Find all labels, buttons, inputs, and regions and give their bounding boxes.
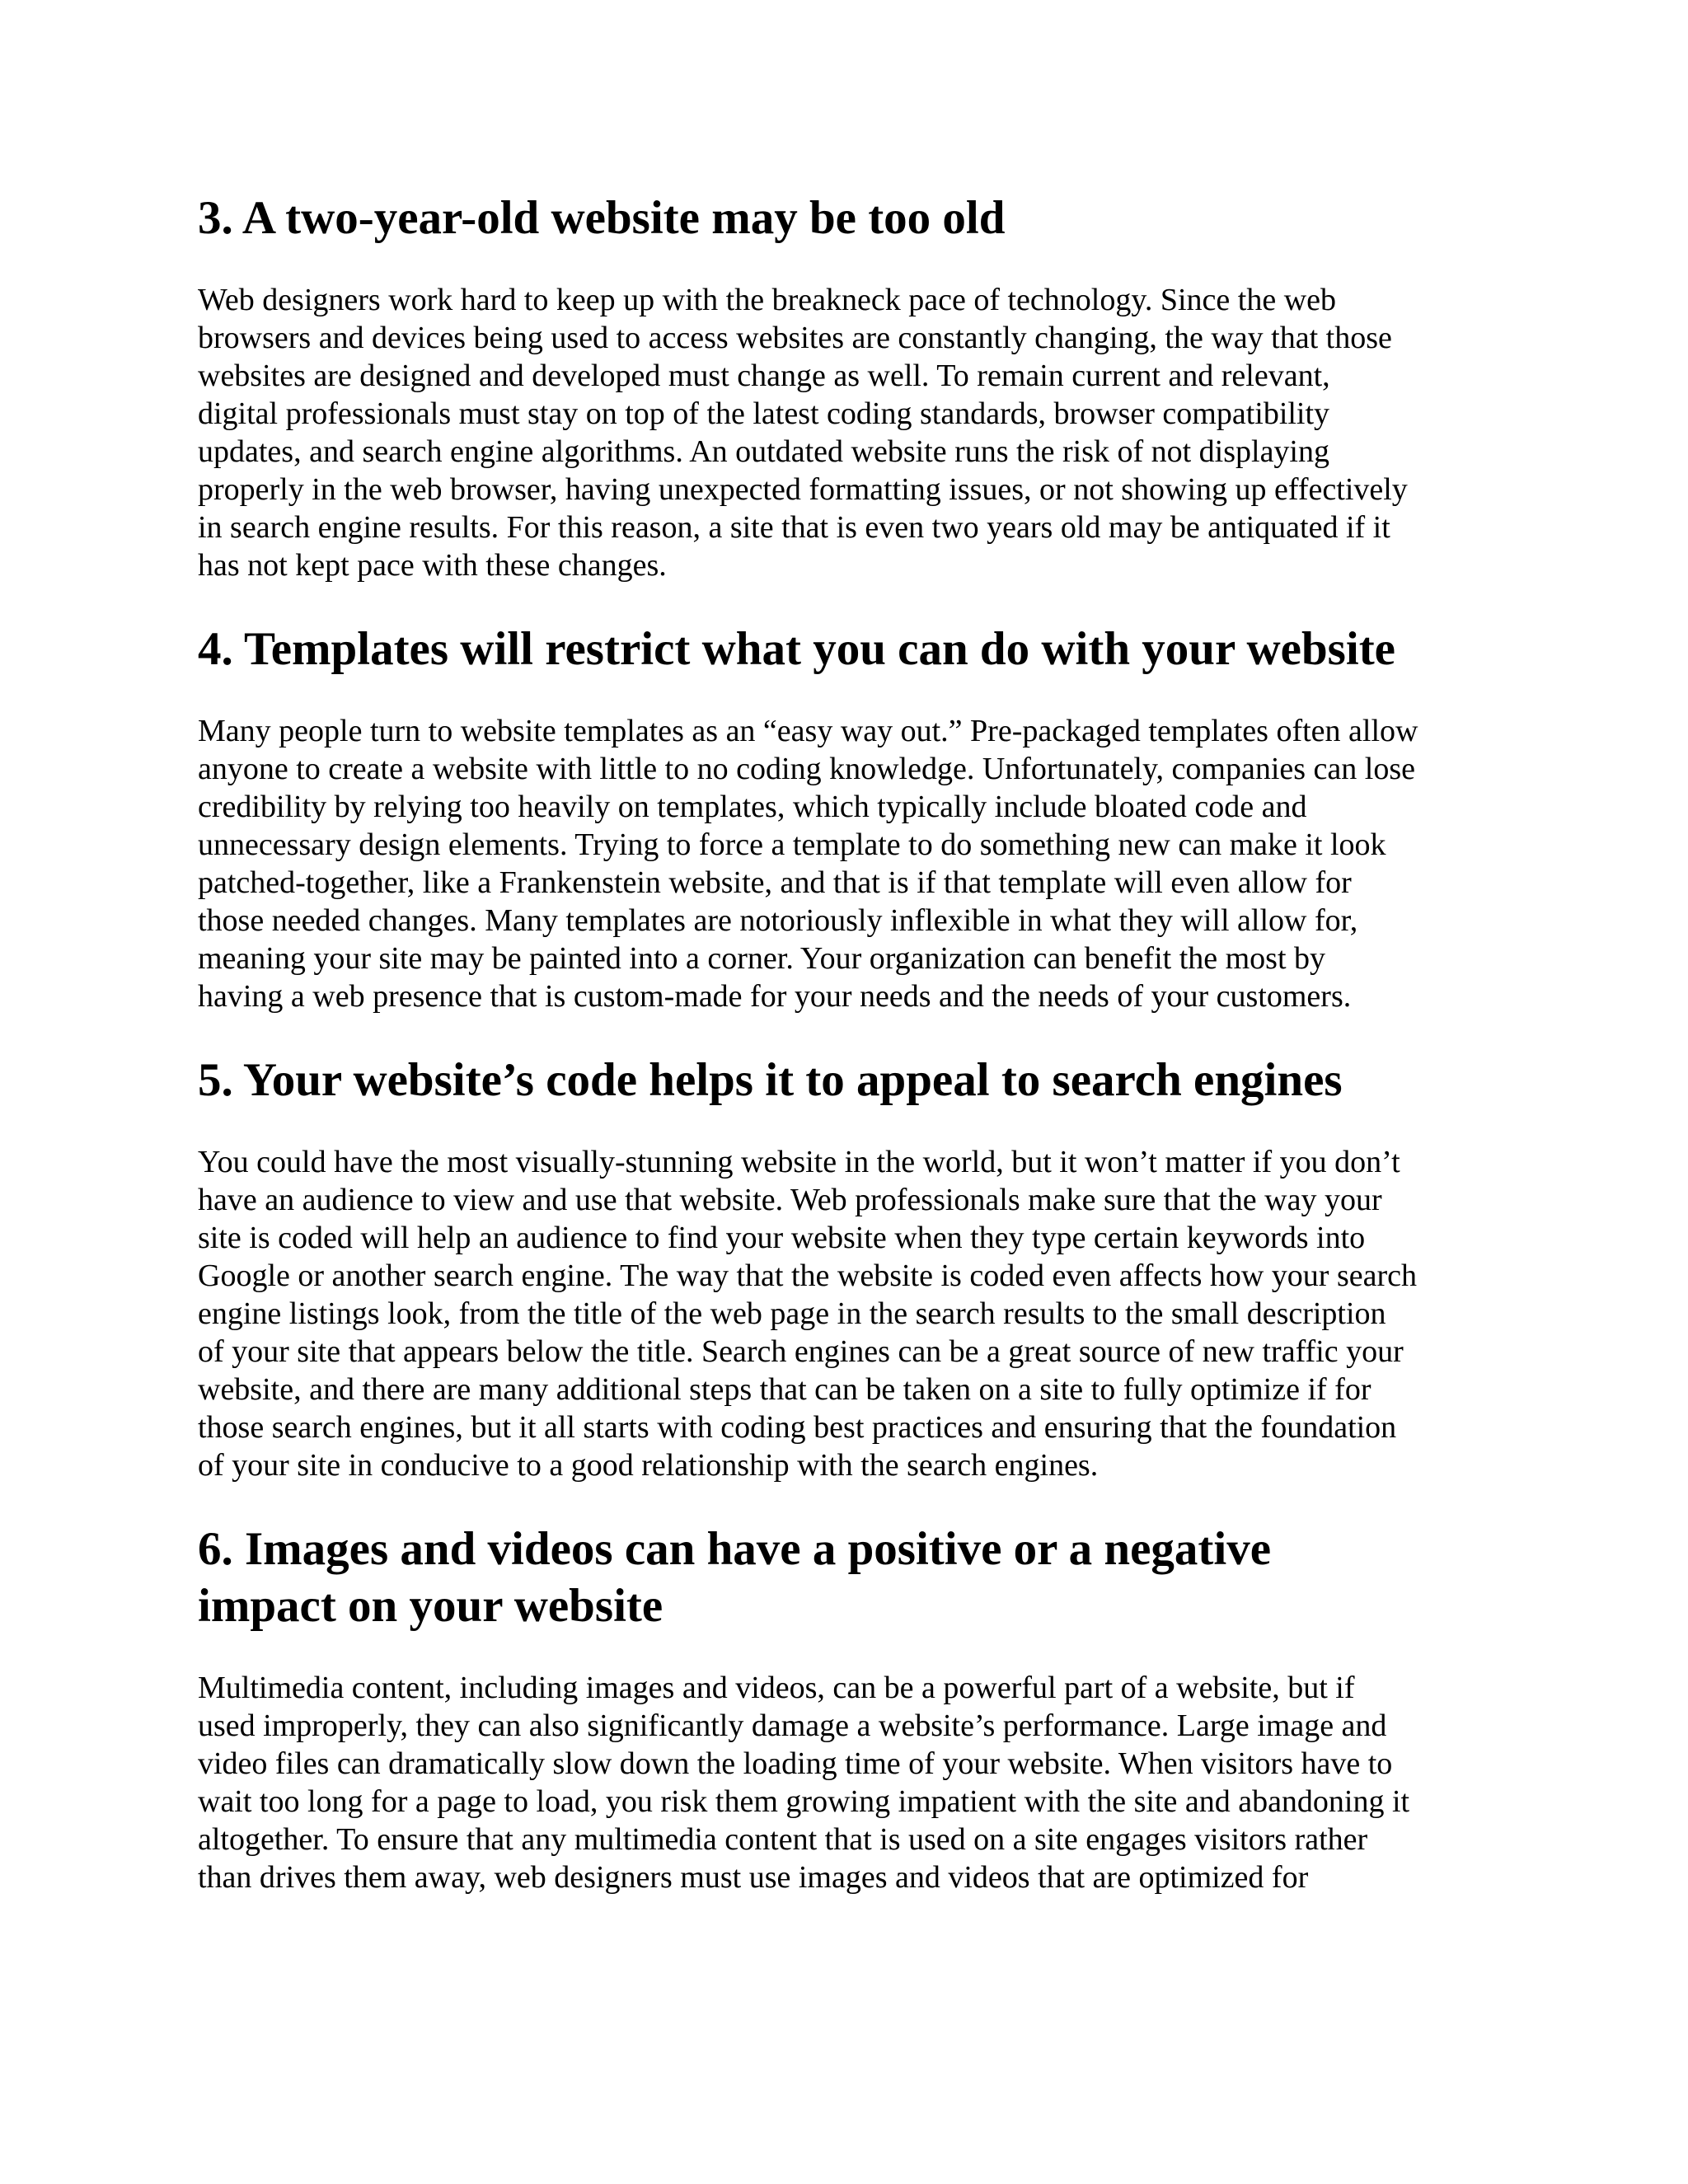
paragraph-line: unnecessary design elements. Trying to force a template to do something new can make it look <box>198 827 1386 862</box>
section-paragraph <box>198 712 1500 1015</box>
section-paragraph <box>198 281 1500 584</box>
paragraph-line: browsers and devices being used to access websites are constantly changing, the way that those <box>198 321 1392 355</box>
section-paragraph <box>198 1143 1500 1484</box>
paragraph-line: of your site that appears below the title. Search engines can be a great source of new traffic your <box>198 1334 1404 1369</box>
paragraph-line: Web designers work hard to keep up with the breakneck pace of technology. Since the web <box>198 283 1337 317</box>
paragraph-line: wait too long for a page to load, you risk them growing impatient with the site and abandoning it <box>198 1784 1410 1819</box>
section-4 <box>198 621 1500 1015</box>
paragraph-line: Many people turn to website templates as an “easy way out.” Pre-packaged templates often allow <box>198 714 1418 748</box>
section-paragraph <box>198 1669 1500 1896</box>
heading-line: impact on your website <box>198 1580 663 1632</box>
paragraph-line: engine listings look, from the title of the web page in the search results to the small description <box>198 1296 1386 1331</box>
paragraph-line: those needed changes. Many templates are notoriously inflexible in what they will allow for, <box>198 903 1358 938</box>
paragraph-line: those search engines, but it all starts with coding best practices and ensuring that the foundation <box>198 1410 1397 1445</box>
paragraph-line: used improperly, they can also significantly damage a website’s performance. Large image and <box>198 1708 1387 1743</box>
paragraph-line: video files can dramatically slow down the loading time of your website. When visitors have to <box>198 1746 1393 1781</box>
section-heading <box>198 1521 1500 1634</box>
paragraph-line: Google or another search engine. The way that the website is coded even affects how your search <box>198 1258 1417 1293</box>
paragraph-line: meaning your site may be painted into a corner. Your organization can benefit the most by <box>198 941 1326 976</box>
paragraph-line: have an audience to view and use that website. Web professionals make sure that the way your <box>198 1183 1382 1217</box>
paragraph-line: updates, and search engine algorithms. An outdated website runs the risk of not displaying <box>198 434 1329 469</box>
paragraph-line: credibility by relying too heavily on templates, which typically include bloated code and <box>198 790 1307 824</box>
paragraph-line: Multimedia content, including images and videos, can be a powerful part of a website, but if <box>198 1671 1355 1705</box>
section-6 <box>198 1521 1500 1896</box>
paragraph-line: properly in the web browser, having unexpected formatting issues, or not showing up effectively <box>198 472 1408 507</box>
paragraph-line: You could have the most visually-stunning website in the world, but it won’t matter if you don’t <box>198 1145 1400 1179</box>
paragraph-line: digital professionals must stay on top of the latest coding standards, browser compatibility <box>198 396 1330 431</box>
paragraph-line: websites are designed and developed must change as well. To remain current and relevant, <box>198 359 1330 393</box>
paragraph-line: of your site in conducive to a good relationship with the search engines. <box>198 1448 1099 1483</box>
paragraph-line: has not kept pace with these changes. <box>198 548 667 583</box>
section-heading: 5. Your website’s code helps it to appeal to search engines <box>198 1054 1343 1106</box>
paragraph-line: patched-together, like a Frankenstein website, and that is if that template will even allow for <box>198 865 1352 900</box>
paragraph-line: in search engine results. For this reason, a site that is even two years old may be antiquated if it <box>198 510 1390 545</box>
document-page <box>198 190 1500 1933</box>
section-heading: 3. A two-year-old website may be too old <box>198 192 1006 244</box>
paragraph-line: altogether. To ensure that any multimedia content that is used on a site engages visitors rather <box>198 1822 1368 1857</box>
heading-line: 6. Images and videos can have a positive or a negative <box>198 1523 1272 1575</box>
paragraph-line: having a web presence that is custom-made for your needs and the needs of your customers. <box>198 979 1352 1014</box>
section-3 <box>198 190 1500 584</box>
section-heading: 4. Templates will restrict what you can do with your website <box>198 623 1395 675</box>
paragraph-line: website, and there are many additional steps that can be taken on a site to fully optimize if for <box>198 1372 1372 1407</box>
paragraph-line: anyone to create a website with little to no coding knowledge. Unfortunately, companies can lose <box>198 752 1415 786</box>
paragraph-line: than drives them away, web designers must use images and videos that are optimized for <box>198 1860 1309 1895</box>
section-5 <box>198 1052 1500 1484</box>
paragraph-line: site is coded will help an audience to find your website when they type certain keywords into <box>198 1221 1366 1255</box>
